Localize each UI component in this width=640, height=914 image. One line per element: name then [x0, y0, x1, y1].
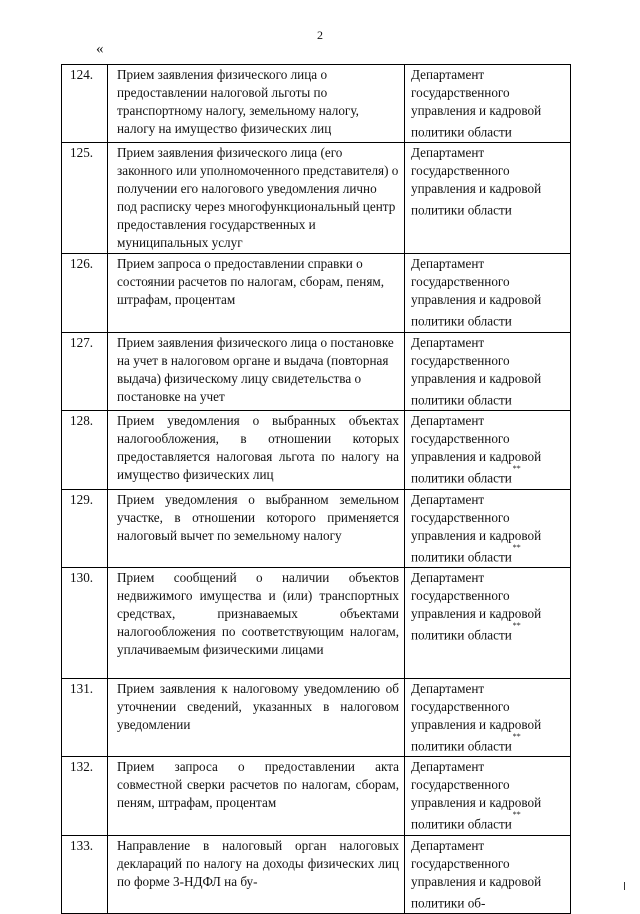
services-table [61, 64, 571, 914]
service-name: Прием заявления физического лица о постановке на учет в налоговом органе и выдача (повторная выдача) физическому лицу свидетельства о постановке на учет [108, 332, 405, 410]
opening-quote-mark: « [96, 41, 104, 57]
service-name: Прием запроса о предоставлении справки о состоянии расчетов по налогам, сборам, пеням, штрафам, процентам [108, 254, 405, 332]
row-number: 130. [62, 567, 108, 678]
scan-artifact [624, 882, 625, 890]
department-cell [405, 411, 571, 489]
page-number: 2 [317, 28, 323, 42]
department-name: Департамент государственного управления и кадровой политики об- [411, 837, 542, 911]
department-name: Департамент государственного управления и кадровой политики области [411, 413, 542, 486]
table-row [62, 757, 571, 835]
department-name: Департамент государственного управления и кадровой политики области [411, 680, 542, 754]
row-number: 133. [62, 835, 108, 913]
department-name: Департамент государственного управления и кадровой политики области [411, 334, 542, 408]
department-name: Департамент государственного управления и кадровой политики области [411, 491, 542, 564]
table-row [62, 143, 571, 254]
department-cell [405, 254, 571, 332]
department-cell [405, 65, 571, 143]
table-row [62, 332, 571, 410]
footnote-mark: ** [512, 810, 521, 820]
row-number: 125. [62, 143, 108, 254]
department-name: Департамент государственного управления и кадровой политики области [411, 569, 542, 643]
table-row [62, 254, 571, 332]
department-name: Департамент государственного управления и кадровой политики области [411, 759, 542, 832]
row-number: 131. [62, 678, 108, 756]
service-name: Прием запроса о предоставлении акта совместной сверки расчетов по налогам, сборам, пеням, штрафам, процентам [108, 757, 405, 835]
table-row [62, 489, 571, 567]
row-number: 128. [62, 411, 108, 489]
department-cell [405, 143, 571, 254]
department-cell [405, 757, 571, 835]
service-name: Прием уведомления о выбранном земельном участке, в отношении которого применяется налоговый вычет по земельному налогу [108, 489, 405, 567]
row-number: 124. [62, 65, 108, 143]
service-name: Прием заявления физического лица о предоставлении налоговой льготы по транспортному налогу, земельному налогу, налогу на имущество физических лиц [108, 65, 405, 143]
footnote-mark: ** [512, 464, 521, 474]
table-row [62, 411, 571, 489]
table-row [62, 567, 571, 678]
service-name: Прием заявления к налоговому уведомлению об уточнении сведений, указанных в налоговом уведомлении [108, 678, 405, 756]
row-number: 127. [62, 332, 108, 410]
department-cell [405, 567, 571, 678]
department-cell [405, 678, 571, 756]
department-name: Департамент государственного управления и кадровой политики области [411, 256, 542, 329]
department-cell [405, 835, 571, 913]
department-name: Департамент государственного управления и кадровой политики области [411, 67, 542, 140]
footnote-mark: ** [512, 542, 521, 552]
service-name: Прием сообщений о наличии объектов недвижимого имущества и (или) транспортных средствах, признаваемых объектами налогообложения по соответствующим налогам, уплачиваемым физическими лицами [108, 567, 405, 678]
department-cell [405, 489, 571, 567]
table-row [62, 678, 571, 756]
table-row [62, 835, 571, 913]
service-name: Прием уведомления о выбранных объектах налогообложения, в отношении которых предоставляется налоговая льгота по налогу на имущество физических лиц [108, 411, 405, 489]
service-name: Направление в налоговый орган налоговых деклараций по налогу на доходы физических лиц по форме 3-НДФЛ на бу- [108, 835, 405, 913]
row-number: 129. [62, 489, 108, 567]
footnote-mark: ** [512, 620, 521, 630]
service-name: Прием заявления физического лица (его законного или уполномоченного представителя) о получении его налогового уведомления лично под расписку через многофункциональный центр предоставления государственных и муниципальных услуг [108, 143, 405, 254]
row-number: 132. [62, 757, 108, 835]
table-row [62, 65, 571, 143]
row-number: 126. [62, 254, 108, 332]
footnote-mark: ** [512, 731, 521, 741]
department-cell [405, 332, 571, 410]
department-name: Департамент государственного управления и кадровой политики области [411, 145, 542, 218]
